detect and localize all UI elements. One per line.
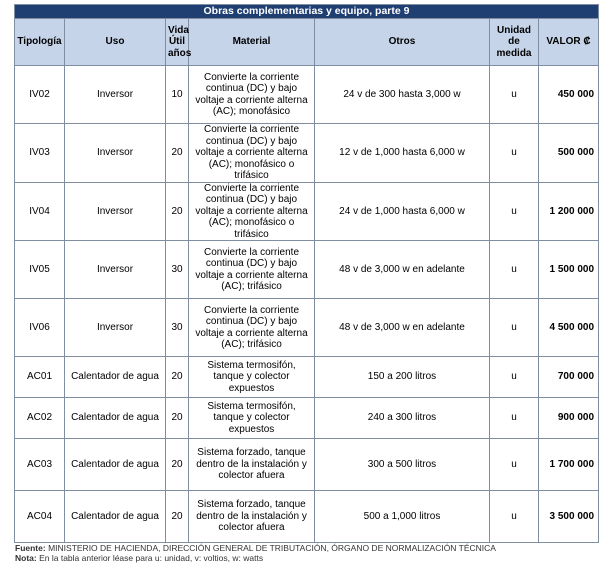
table-row [15, 398, 599, 439]
cell-uso: Inversor [65, 299, 166, 357]
header-otros: Otros [315, 19, 490, 66]
table-row [15, 491, 599, 543]
cell-tipologia: IV04 [15, 182, 65, 241]
header-valor: VALOR ₡ [539, 19, 599, 66]
cell-material: Sistema forzado, tanque dentro de la instalación y colector afuera [189, 439, 315, 491]
cell-uso: Calentador de agua [65, 398, 166, 439]
cell-uso: Calentador de agua [65, 491, 166, 543]
cell-vida: 20 [166, 357, 189, 398]
cell-valor: 450 000 [539, 66, 599, 124]
cell-valor: 1 500 000 [539, 241, 599, 299]
cell-unidad: u [490, 66, 539, 124]
cell-tipologia: IV02 [15, 66, 65, 124]
cell-unidad: u [490, 182, 539, 241]
table-row [15, 357, 599, 398]
cell-material: Convierte la corriente continua (DC) y bajo voltaje a corriente alterna (AC); trifásico [189, 299, 315, 357]
cell-otros: 12 v de 1,000 hasta 6,000 w [315, 124, 490, 183]
header-material: Material [189, 19, 315, 66]
cell-tipologia: AC03 [15, 439, 65, 491]
cell-valor: 500 000 [539, 124, 599, 183]
cell-uso: Calentador de agua [65, 357, 166, 398]
header-row [15, 19, 599, 66]
cell-otros: 300 a 500 litros [315, 439, 490, 491]
header-uso: Uso [65, 19, 166, 66]
table-row [15, 66, 599, 124]
cell-uso: Inversor [65, 182, 166, 241]
header-tipologia: Tipología [15, 19, 65, 66]
header-vida-util: Vida Útil años [166, 19, 189, 66]
cell-vida: 10 [166, 66, 189, 124]
cell-material: Sistema termosifón, tanque y colector expuestos [189, 357, 315, 398]
cell-unidad: u [490, 299, 539, 357]
cell-otros: 48 v de 3,000 w en adelante [315, 299, 490, 357]
table-row [15, 182, 599, 241]
cell-unidad: u [490, 357, 539, 398]
cell-uso: Inversor [65, 66, 166, 124]
cell-uso: Inversor [65, 124, 166, 183]
cell-valor: 1 700 000 [539, 439, 599, 491]
cell-vida: 20 [166, 439, 189, 491]
table-caption: Obras complementarias y equipo, parte 9 [15, 5, 599, 19]
cell-valor: 900 000 [539, 398, 599, 439]
cell-material: Convierte la corriente continua (DC) y bajo voltaje a corriente alterna (AC); monofásico o trifásico [189, 124, 315, 183]
cell-tipologia: AC02 [15, 398, 65, 439]
source-text: MINISTERIO DE HACIENDA, DIRECCIÓN GENERAL DE TRIBUTACIÓN, ÓRGANO DE NORMALIZACIÓN TÉCNICA [48, 543, 496, 553]
note-label: Nota: [15, 553, 37, 563]
cell-unidad: u [490, 124, 539, 183]
cell-tipologia: AC04 [15, 491, 65, 543]
cell-otros: 150 a 200 litros [315, 357, 490, 398]
cell-material: Sistema termosifón, tanque y colector expuestos [189, 398, 315, 439]
cell-valor: 4 500 000 [539, 299, 599, 357]
cell-tipologia: IV06 [15, 299, 65, 357]
table-footer [15, 543, 496, 563]
cell-material: Convierte la corriente continua (DC) y bajo voltaje a corriente alterna (AC); trifásico [189, 241, 315, 299]
cell-vida: 30 [166, 241, 189, 299]
note-text: En la tabla anterior léase para u: unidad, v: voltios, w: watts [39, 553, 264, 563]
valuation-table [14, 4, 599, 543]
table-row [15, 241, 599, 299]
cell-uso: Inversor [65, 241, 166, 299]
cell-unidad: u [490, 241, 539, 299]
cell-valor: 700 000 [539, 357, 599, 398]
table-note [15, 553, 496, 563]
source-note [15, 543, 496, 553]
cell-tipologia: IV03 [15, 124, 65, 183]
cell-otros: 24 v de 300 hasta 3,000 w [315, 66, 490, 124]
source-label: Fuente: [15, 543, 46, 553]
cell-tipologia: IV05 [15, 241, 65, 299]
cell-uso: Calentador de agua [65, 439, 166, 491]
cell-vida: 20 [166, 398, 189, 439]
table-row [15, 299, 599, 357]
cell-unidad: u [490, 491, 539, 543]
cell-valor: 3 500 000 [539, 491, 599, 543]
cell-material: Convierte la corriente continua (DC) y bajo voltaje a corriente alterna (AC); monofásico o trifásico [189, 182, 315, 241]
cell-otros: 240 a 300 litros [315, 398, 490, 439]
cell-vida: 30 [166, 299, 189, 357]
table-row [15, 439, 599, 491]
cell-otros: 24 v de 1,000 hasta 6,000 w [315, 182, 490, 241]
cell-valor: 1 200 000 [539, 182, 599, 241]
cell-vida: 20 [166, 124, 189, 183]
header-unidad: Unidad de medida [490, 19, 539, 66]
cell-material: Sistema forzado, tanque dentro de la instalación y colector afuera [189, 491, 315, 543]
cell-tipologia: AC01 [15, 357, 65, 398]
cell-vida: 20 [166, 182, 189, 241]
cell-unidad: u [490, 398, 539, 439]
table-row [15, 124, 599, 183]
cell-unidad: u [490, 439, 539, 491]
cell-material: Convierte la corriente continua (DC) y bajo voltaje a corriente alterna (AC); monofásico [189, 66, 315, 124]
cell-otros: 48 v de 3,000 w en adelante [315, 241, 490, 299]
cell-vida: 20 [166, 491, 189, 543]
cell-otros: 500 a 1,000 litros [315, 491, 490, 543]
